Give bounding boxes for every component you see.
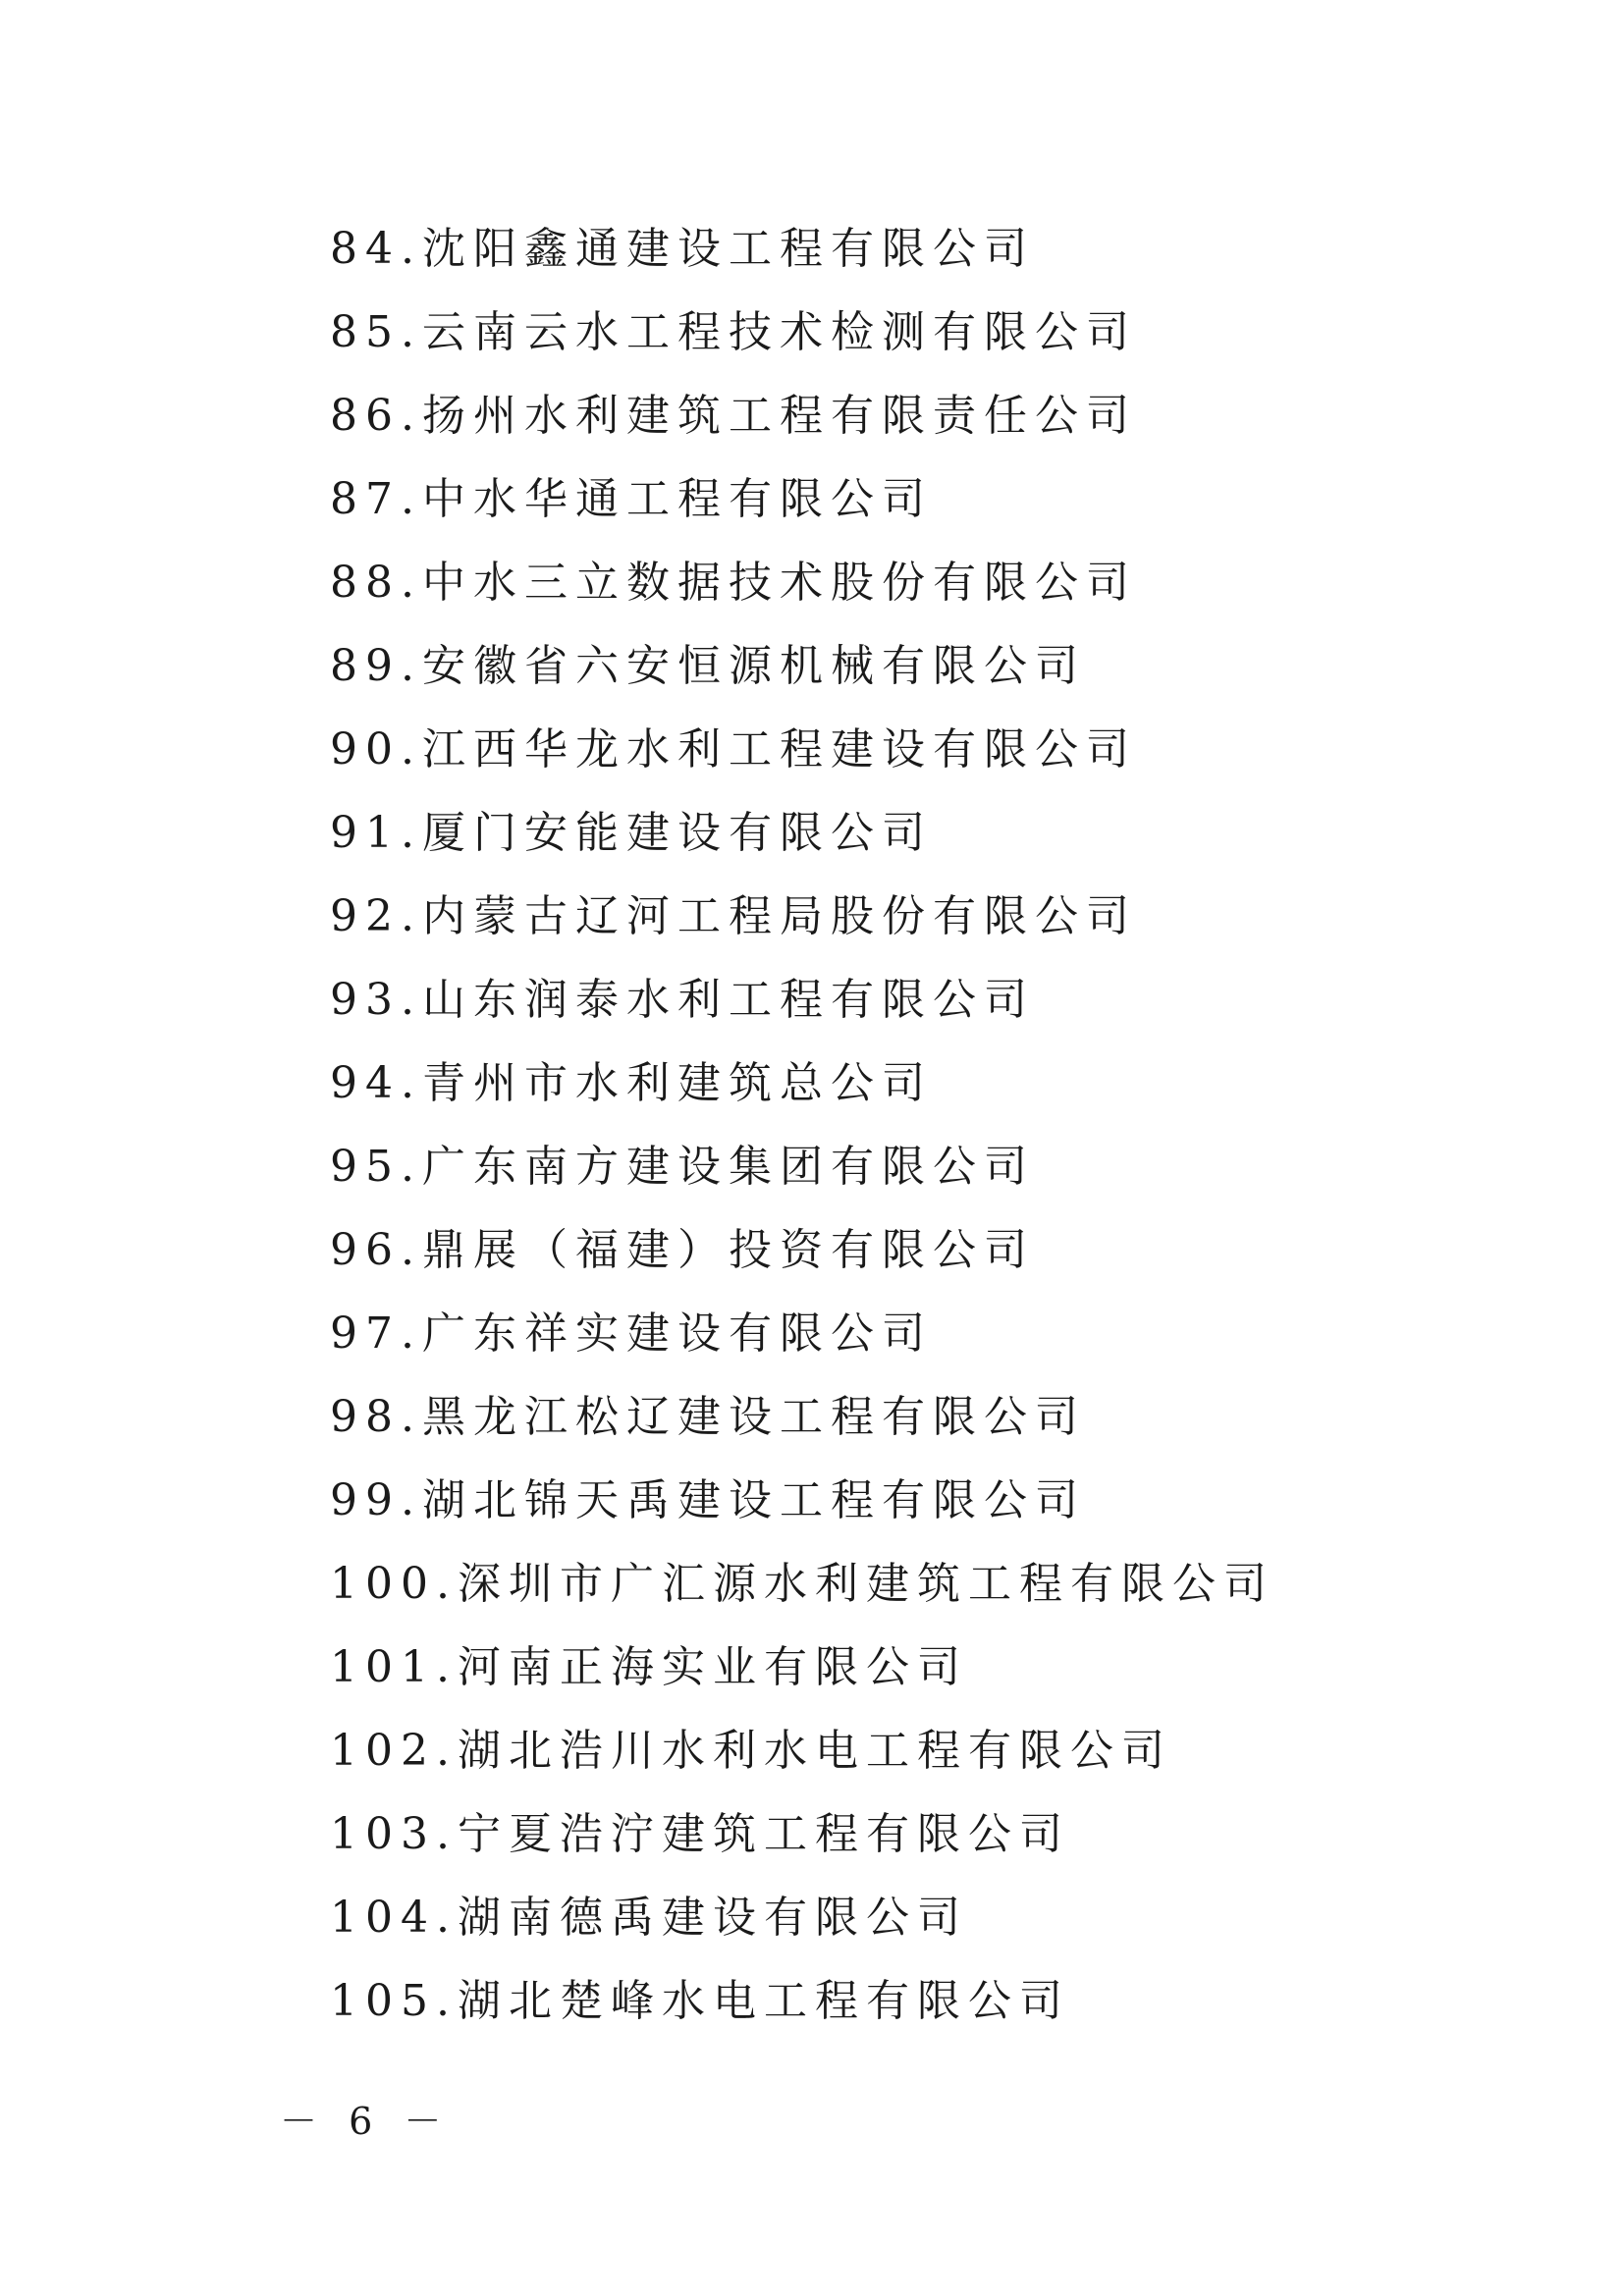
- list-item: 89.安徽省六安恒源机械有限公司: [330, 641, 1086, 691]
- list-item: 97.广东祥实建设有限公司: [330, 1308, 933, 1359]
- list-item: 98.黑龙江松辽建设工程有限公司: [330, 1392, 1086, 1442]
- list-item: 105.湖北楚峰水电工程有限公司: [330, 1976, 1070, 2026]
- list-item: 90.江西华龙水利工程建设有限公司: [330, 724, 1137, 774]
- list-item: 103.宁夏浩泞建筑工程有限公司: [330, 1809, 1070, 1859]
- list-item: 88.中水三立数据技术股份有限公司: [330, 558, 1137, 608]
- list-item: 94.青州市水利建筑总公司: [330, 1058, 933, 1108]
- list-item: 92.内蒙古辽河工程局股份有限公司: [330, 891, 1137, 941]
- list-item: 101.河南正海实业有限公司: [330, 1642, 968, 1692]
- page-number: － 6 －: [280, 2100, 452, 2143]
- list-item: 96.鼎展（福建）投资有限公司: [330, 1225, 1035, 1275]
- list-item: 85.云南云水工程技术检测有限公司: [330, 307, 1137, 357]
- list-item: 86.扬州水利建筑工程有限责任公司: [330, 391, 1137, 441]
- list-item: 95.广东南方建设集团有限公司: [330, 1142, 1035, 1192]
- list-item: 84.沈阳鑫通建设工程有限公司: [330, 224, 1035, 274]
- company-list: [330, 212, 1274, 2048]
- list-item: 99.湖北锦天禹建设工程有限公司: [330, 1475, 1086, 1525]
- list-item: 93.山东润泰水利工程有限公司: [330, 975, 1035, 1025]
- list-item: 100.深圳市广汇源水利建筑工程有限公司: [330, 1559, 1274, 1609]
- list-item: 104.湖南德禹建设有限公司: [330, 1893, 968, 1943]
- list-item: 102.湖北浩川水利水电工程有限公司: [330, 1726, 1172, 1776]
- list-item: 87.中水华通工程有限公司: [330, 474, 933, 524]
- list-item: 91.厦门安能建设有限公司: [330, 808, 933, 858]
